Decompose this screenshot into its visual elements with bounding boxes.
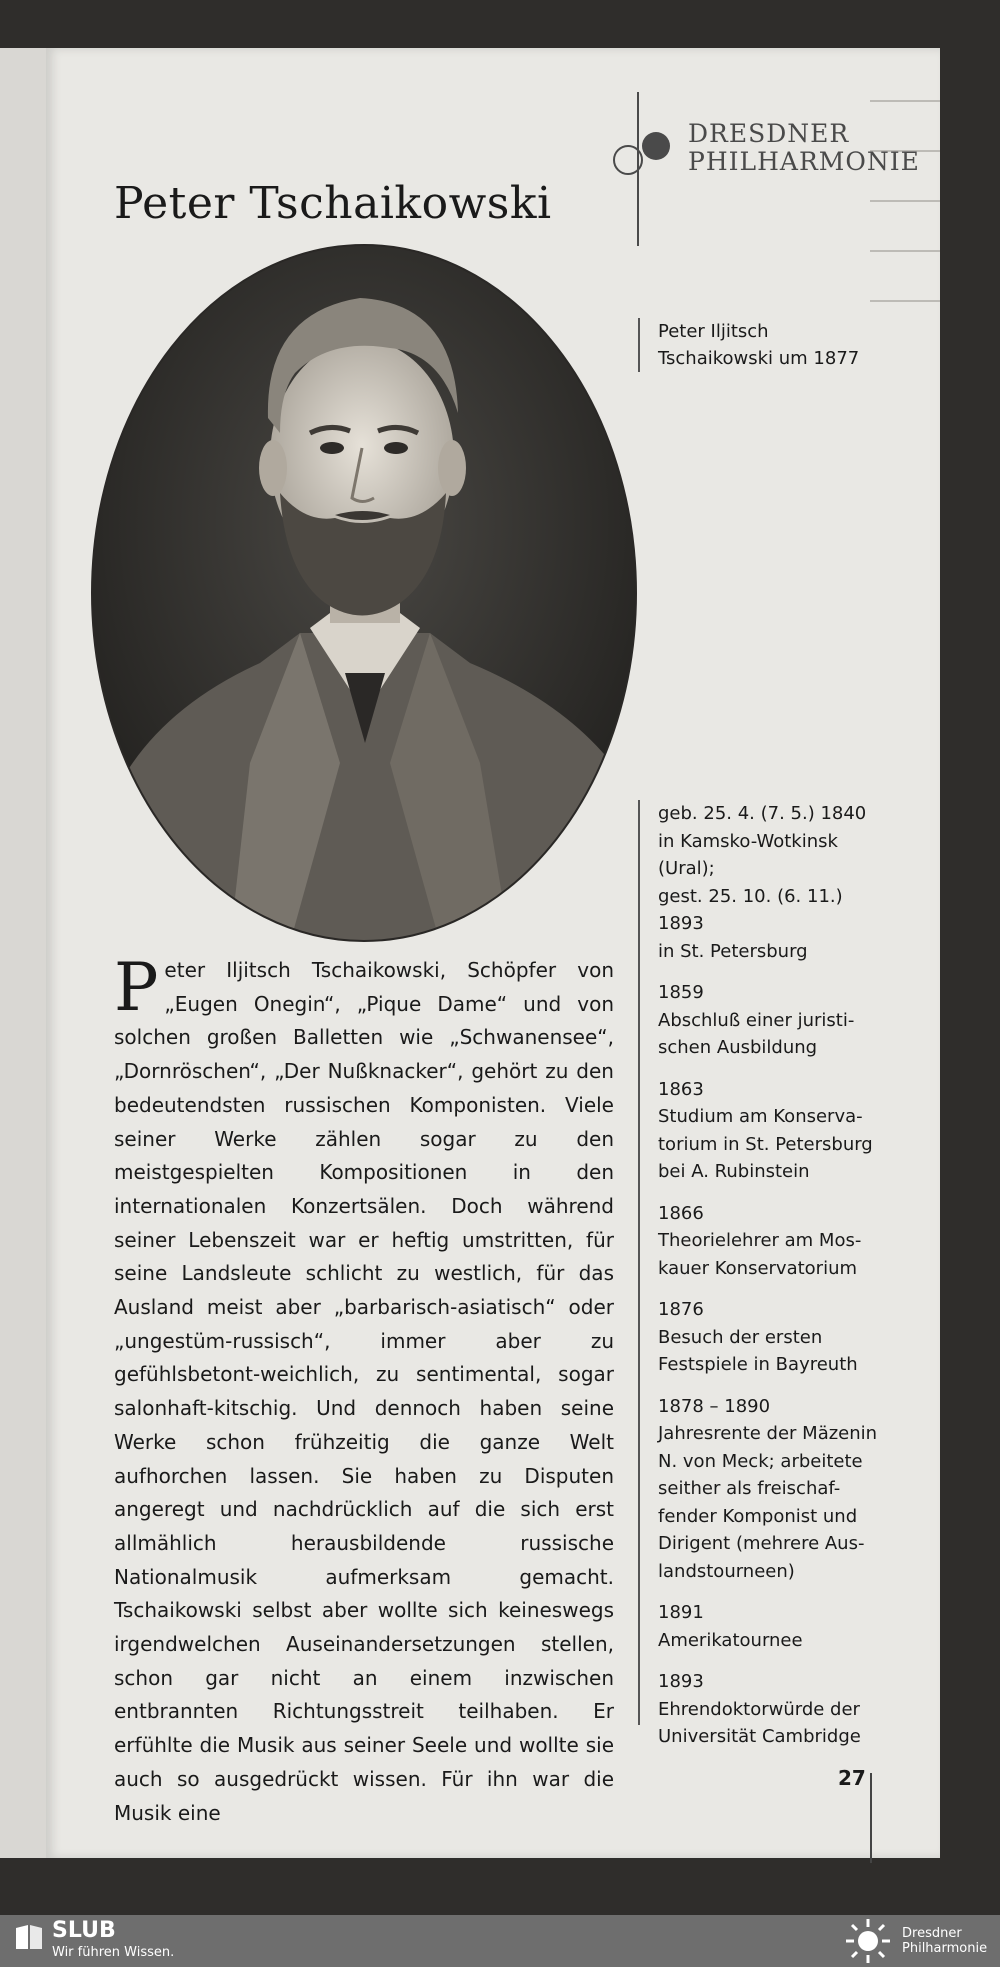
- caption-rule: [638, 318, 640, 372]
- timeline-date: 1893: [658, 1671, 704, 1692]
- timeline-entry: [658, 1200, 893, 1283]
- caption-line-1: Peter Iljitsch: [658, 321, 769, 342]
- page-title: Peter Tschaikowski: [114, 178, 552, 229]
- timeline-entry: [658, 1076, 893, 1186]
- timeline-entry: [658, 1668, 893, 1751]
- portrait-caption: [658, 318, 859, 372]
- timeline-text: Ehrendoktorwürde der Universität Cambridge: [658, 1698, 861, 1747]
- timeline-entry: [658, 979, 893, 1062]
- caption-line-2: Tschaikowski um 1877: [658, 348, 860, 369]
- article-body: [114, 949, 614, 1830]
- timeline-date: geb. 25. 4. (7. 5.) 1840: [658, 803, 867, 824]
- timeline-entry: [658, 1296, 893, 1379]
- timeline-text: Studium am Konserva- torium in St. Petersburg bei A. Rubinstein: [658, 1106, 873, 1182]
- timeline-date: 1891: [658, 1602, 704, 1623]
- previous-page-edge: [0, 48, 46, 1858]
- timeline-text: in Kamsko-Wotkinsk (Ural); gest. 25. 10. (6. 11.) 1893 in St. Petersburg: [658, 830, 843, 962]
- biography-timeline: [658, 800, 893, 1765]
- timeline-date: 1859: [658, 982, 704, 1003]
- page-number: 27: [838, 1766, 866, 1790]
- drop-cap: P: [114, 949, 159, 1026]
- timeline-entry: [658, 800, 893, 965]
- timeline-rule: [638, 800, 640, 1725]
- portrait-photo: [90, 243, 638, 943]
- timeline-date: 1866: [658, 1202, 704, 1224]
- article-text: eter Iljitsch Tschaikowski, Schöpfer von „Eugen Onegin“, „Pique Dame“ und von solchen großen Balletten wie „Schwanensee“, „Dornröschen“, „Der Nußknacker“, gehört zu den bedeutendsten russischen Komponisten. Viele seiner Werke zählen sogar zu den meistgespielten Kompositionen in den internationalen Konzertsälen. Doch während seiner Lebenszeit war er heftig umstritten, für seine Landsleute schlicht zu westlich, für das Ausland meist aber „barbarisch-asiatisch“ oder „ungestüm-russisch“, immer aber zu gefühlsbetont-weichlich, zu sentimental, sogar salonhaft-kitschig. Und dennoch haben seine Werke schon frühzeitig die ganze Welt aufhorchen lassen. Sie haben zu Disputen angeregt und nachdrücklich auf die sich erst allmählich herausbildende russische Nationalmusik aufmerksam gemacht. Tschaikowski selbst aber wollte sich keineswegs irgendwelchen Auseinandersetzungen stellen, schon gar nicht an einem inzwischen entbrannten Richtungsstreit teilhaben. Er erfühlte die Musik aus seiner Seele und wollte sie auch so ausgedrückt wissen. Für ihn war die Musik eine: [114, 958, 614, 1825]
- partner-wordmark[interactable]: [902, 1926, 987, 1956]
- margin-mark: [870, 300, 940, 302]
- library-name[interactable]: SLUB: [52, 1918, 116, 1943]
- timeline-date: 1878 – 1890: [658, 1395, 771, 1417]
- partner-line-2: Philharmonie: [902, 1941, 988, 1956]
- slub-book-icon: [14, 1922, 44, 1952]
- philharmonie-sun-icon: [842, 1917, 894, 1965]
- logo-line-1: DRESDNER: [688, 119, 850, 148]
- partner-line-1: Dresdner: [902, 1926, 962, 1941]
- timeline-entry: [658, 1599, 893, 1654]
- timeline-text: Amerikatournee: [658, 1629, 803, 1651]
- logo-line-2: PHILHARMONIE: [688, 147, 920, 176]
- timeline-date: 1876: [658, 1299, 704, 1320]
- timeline-text: Besuch der ersten Festspiele in Bayreuth: [658, 1326, 858, 1375]
- timeline-text: Jahresrente der Mäzenin N. von Meck; arbeitete seither als freischaf- fender Komponist und Dirigent (mehrere Aus- landstourneen): [658, 1423, 878, 1582]
- timeline-date: 1863: [658, 1078, 704, 1100]
- logo-wordmark: [688, 120, 920, 176]
- timeline-text: Abschluß einer juristi- schen Ausbildung: [658, 1009, 855, 1058]
- timeline-text: Theorielehrer am Mos- kauer Konservatorium: [658, 1230, 862, 1279]
- page-number-rule: [870, 1773, 872, 1863]
- timeline-entry: [658, 1393, 893, 1586]
- viewer-footer: [0, 1915, 1000, 1967]
- library-tagline: Wir führen Wissen.: [52, 1945, 175, 1960]
